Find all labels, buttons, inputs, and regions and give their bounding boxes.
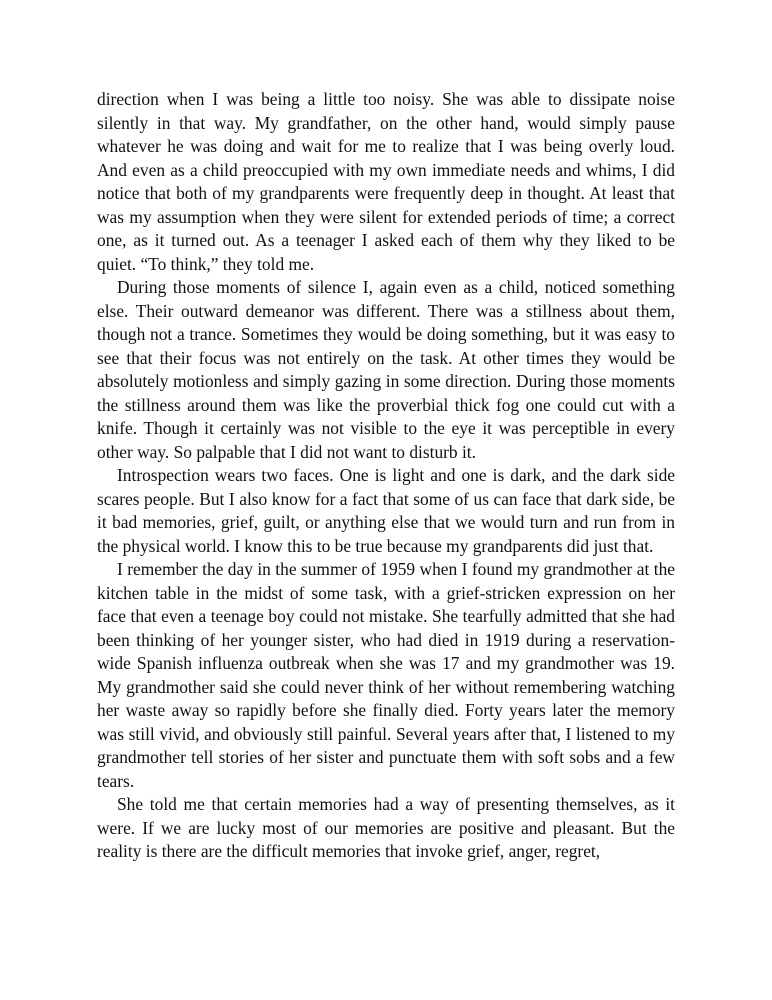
paragraph: I remember the day in the summer of 1959 when I found my grandmother at the kitchen table in the midst of some task, with a grief-stricken expression on her face that even a teenage boy could not mistake. She tearfully admitted that she had been thinking of her younger sister, who had died in 1919 during a reservation-wide Spanish influenza outbreak when she was 17 and my grandmother was 19. My grandmother said she could never think of her without remembering watching her waste away so rapidly before she finally died. Forty years later the memory was still vivid, and obviously still painful. Several years after that, I listened to my grandmother tell stories of her sister and punctuate them with soft sobs and a few tears. bbox=[97, 559, 675, 791]
paragraph: Introspection wears two faces. One is light and one is dark, and the dark side scares people. But I also know for a fact that some of us can face that dark side, be it bad memories, grief, guilt, or anything else that we would turn and run from in the physical world. I know this to be true because my grandparents did just that. bbox=[97, 465, 675, 556]
paragraph-continuation: direction when I was being a little too noisy. She was able to dissipate noise silently in that way. My grandfather, on the other hand, would simply pause whatever he was doing and wait for me to realize that I was being overly loud. And even as a child preoccupied with my own immediate needs and whims, I did notice that both of my grandparents were frequently deep in thought. At least that was my assumption when they were silent for extended periods of time; a correct one, as it turned out. As a teenager I asked each of them why they liked to be quiet. “To think,” they told me. bbox=[97, 89, 675, 274]
document-page bbox=[97, 88, 675, 864]
paragraph: She told me that certain memories had a way of presenting themselves, as it were. If we are lucky most of our memories are positive and pleasant. But the reality is there are the difficult memories that invoke grief, anger, regret, bbox=[97, 794, 675, 861]
paragraph: During those moments of silence I, again even as a child, noticed something else. Their outward demeanor was different. There was a stillness about them, though not a trance. Sometimes they would be doing something, but it was easy to see that their focus was not entirely on the task. At other times they would be absolutely motionless and simply gazing in some direction. During those moments the stillness around them was like the proverbial thick fog one could cut with a knife. Though it certainly was not visible to the eye it was perceptible in every other way. So palpable that I did not want to disturb it. bbox=[97, 277, 675, 462]
